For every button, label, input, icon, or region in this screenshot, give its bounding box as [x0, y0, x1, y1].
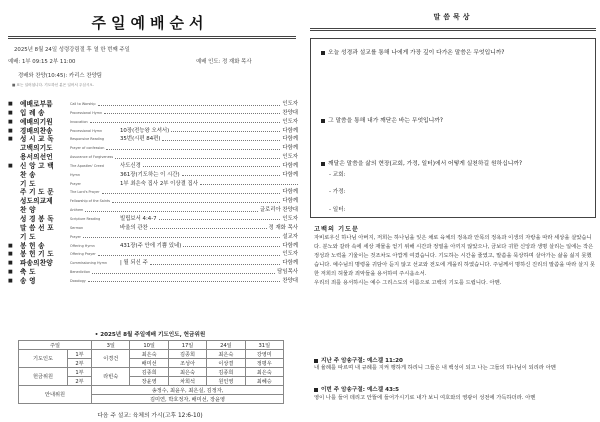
worship-item [8, 268, 298, 277]
item-english: Doxology [70, 278, 86, 283]
item-english: Prayer [70, 234, 81, 239]
leader-dots [200, 184, 298, 185]
item-leader: 담임목사 [277, 269, 298, 276]
service-part: 1부 [68, 350, 92, 359]
meditation-panel [306, 0, 600, 422]
item-english: Benediction [70, 270, 91, 275]
item-name: 예배로부름 [20, 100, 53, 108]
item-english: Scripture Reading [70, 216, 101, 221]
item-content: 빌립보서 4:4-7 [120, 215, 157, 222]
item-leader: 설교자 [282, 233, 298, 240]
standing-mark: ■ [8, 101, 13, 107]
worship-item [8, 118, 298, 127]
leader-dots [98, 105, 280, 106]
item-leader: 다함께 [282, 198, 298, 205]
item-name: 예배의기원 [20, 117, 53, 126]
bullet-icon [314, 359, 318, 363]
standing-mark: ■ [8, 162, 13, 169]
item-english: Offering Hymn [70, 243, 95, 248]
item-name: 성도의교제 [20, 197, 53, 206]
item-english: Hymn [70, 172, 81, 177]
table-row [19, 350, 284, 359]
worship-item [8, 188, 298, 197]
standing-mark: ■ [8, 127, 13, 134]
item-content: 바울의 관찬 [120, 224, 148, 231]
item-english: Processional Hymn [70, 110, 103, 115]
column-header: 24일 [207, 341, 245, 350]
table-cell: 최은숙 [168, 368, 206, 377]
worship-item [8, 171, 298, 180]
duty-schedule-table [18, 340, 284, 404]
item-content: 431장(주 안에 기쁨 있네) [120, 242, 182, 249]
item-leader: 찬양대 [282, 109, 298, 116]
standing-mark: ■ [8, 118, 13, 125]
item-leader: 인도자 [282, 251, 298, 258]
item-name: 말 씀 선 포 [20, 223, 54, 232]
worship-item [8, 135, 298, 144]
item-leader: 다함께 [282, 145, 298, 152]
item-content: 1부 최은숙 집사 2부 이상결 집사 [120, 180, 198, 187]
item-name: 신 앙 고 백 [20, 161, 54, 170]
item-name: 기 도 [20, 232, 36, 241]
item-name: 주 기 도 문 [20, 188, 54, 197]
this-week-verse: 영이 나를 들어 데리고 안뜰에 들어가시기로 내가 보니 여호와의 영광이 성전에 가득하더라. 아멘 [314, 395, 536, 401]
service-part: 2부 [68, 359, 92, 368]
column-header: 주일 [19, 341, 92, 350]
row-group-label: 기도인도 [19, 350, 68, 368]
item-leader: 다함께 [282, 189, 298, 196]
item-name: 파송의찬양 [20, 259, 53, 268]
table-row [19, 368, 284, 377]
standing-mark: ■ [8, 136, 13, 143]
leader-dots [150, 264, 280, 265]
item-name: 찬 송 [20, 170, 36, 179]
worship-item [8, 144, 298, 153]
standing-mark: ■ [8, 269, 13, 276]
answer-work-label: - 일터: [329, 207, 346, 213]
item-english: Prayer [70, 181, 81, 186]
table-cell: 김종희 [130, 368, 168, 377]
meditation-title: 말씀묵상 [433, 12, 473, 21]
item-name: 경배의찬송 [20, 126, 53, 135]
table-header-row [19, 341, 284, 350]
item-english: Assurance of Forgiveness [70, 155, 114, 160]
item-content: | 될 되신 주 [120, 260, 148, 267]
column-header: 10일 [130, 341, 168, 350]
answer-home-label: - 가정: [329, 189, 346, 195]
leader-dots [171, 131, 280, 132]
bullet-icon [321, 119, 325, 123]
item-content: 사도신경 [120, 162, 141, 169]
worship-item [8, 153, 298, 162]
bullet-icon [314, 388, 318, 392]
item-name: 송 영 [20, 276, 36, 285]
standing-mark: ■ [8, 109, 13, 116]
item-leader: 다함께 [282, 136, 298, 143]
item-name: 성 경 봉 독 [20, 214, 54, 223]
item-leader: 인도자 [282, 154, 298, 161]
item-english: Call to Worship [70, 102, 96, 106]
worship-item [8, 259, 298, 268]
service-part: 1부 [68, 368, 92, 377]
leader-dots [112, 202, 280, 203]
prayer-heading: 고백의 기도문 [314, 226, 360, 233]
leader-dots [104, 113, 280, 114]
usher-names: 송정수, 최윤우, 최은실, 김정자, [92, 386, 284, 395]
item-leader: 다함께 [282, 242, 298, 249]
row-group-label: 헌금위원 [19, 368, 68, 386]
this-week-verse-label: 이번 주 암송구절: 예스겔 43:5 [314, 385, 399, 393]
worship-item [8, 233, 298, 242]
item-name: 축 도 [20, 268, 36, 277]
standing-mark: ■ [8, 242, 13, 249]
table-cell: 정평우 [245, 359, 283, 368]
item-name: 용서의선언 [20, 153, 53, 162]
standing-mark: ■ [8, 277, 13, 284]
item-leader: 글로리아 찬양대 [259, 207, 298, 214]
item-leader: 인도자 [282, 101, 298, 107]
meditation-box [310, 38, 596, 218]
worship-item [8, 224, 298, 233]
table-cell: 배미선 [130, 359, 168, 368]
leader-dots [183, 246, 280, 247]
service-times: 예배: 1부 09:15 2부 11:00 [8, 59, 76, 65]
item-name: 성 시 교 독 [20, 135, 54, 144]
table-cell: 최은숙 [245, 368, 283, 377]
table-cell: 강영미 [245, 350, 283, 359]
item-english: Sermon [70, 225, 84, 230]
item-leader: 인도자 [282, 118, 298, 125]
table-cell: 김종희 [168, 350, 206, 359]
item-leader: 다함께 [282, 127, 298, 134]
next-sermon: 다음 주 설교: 육체의 가시(고후 12:6-10) [97, 413, 203, 419]
praise-team-line: 경배와 찬양(10:45): 카리스 찬양팀 [18, 73, 102, 79]
item-english: The Apostles' Creed [70, 163, 104, 168]
bullet-icon [321, 51, 325, 55]
leader-dots [182, 175, 280, 176]
item-english: Processional Hymn [70, 128, 103, 133]
table-cell: 차희석 [168, 377, 206, 386]
worship-item [8, 197, 298, 206]
worship-item [8, 250, 298, 259]
service-part: 2부 [68, 377, 92, 386]
standing-note: ■ 표는 일어섭니다. 기도하신 분은 일어서 주십시오. [12, 83, 94, 87]
item-english: Fellowship of the Saints [70, 199, 111, 204]
leader-dots [143, 166, 280, 167]
leader-dots [159, 219, 280, 220]
worship-item [8, 109, 298, 118]
item-english: Prayer of confession [70, 146, 105, 151]
question-2: 그 말씀을 통해 내가 깨닫은 바는 무엇입니까? [321, 115, 443, 124]
leader-dots [115, 158, 280, 159]
divider [8, 38, 296, 39]
standing-mark: ■ [8, 251, 13, 258]
leader-dots [102, 193, 280, 194]
item-leader: 인도자 [282, 215, 298, 222]
leader-dots [90, 122, 280, 123]
item-leader: 다함께 [282, 162, 298, 169]
item-name: 입 례 송 [20, 108, 45, 117]
table-cell: 최은숙 [207, 350, 245, 359]
item-english: Invocation [70, 119, 88, 124]
worship-item [8, 206, 298, 215]
table-cell: 최은숙 [130, 350, 168, 359]
table-cell: 라빈숙 [92, 368, 130, 386]
item-name: 고백의기도 [20, 144, 53, 153]
table-cell: 원인영 [207, 377, 245, 386]
item-content: 361장(기도하는 이 시간) [120, 171, 180, 178]
leader-dots [98, 255, 280, 256]
bullet-icon [321, 162, 325, 166]
item-content: 10장(전능왕 오셔서) [120, 127, 170, 134]
confession-prayer: 자비로우신 하나님 아버지, 저희는 하나님을 잊은 채로 육체의 정욕과 안목의 정욕과 이생의 자랑을 따라 세상을 살았습니다. 분노와 갈라 속에 세상 재물을 얻기 위해 시간과 정열을 아끼지 않았으나, 금보다 귀한 신앙과 생명 살리는 일에는 작은 정성과 노력을 기울이는 것조차도 아깝게 여겼습니다. 기도하는 시간을 줄였고, 말씀을 묵상하며 살아가는 삶을 싫지 못했습니다. 예수님의 명령을 귀담아 듣지 않고 선교와 전도에 게을리 하였습니다. 주님께서 명하신 진리의 말씀을 따라 살지 못한 저희의 허물과 죄악들을 용서하여 주시옵소서. 우리의 죄를 용서하시는 예수 그리스도의 이름으로 고백의 기도를 드립니다. 아멘. [314, 235, 596, 287]
table-cell: 조성아 [168, 359, 206, 368]
leader-dots [162, 140, 280, 141]
column-header: 3일 [92, 341, 130, 350]
worship-item [8, 162, 298, 171]
worship-item [8, 277, 298, 286]
table-cell: 이상결 [207, 359, 245, 368]
divider [310, 30, 596, 31]
schedule-title: • 2025년 8월 주일예배 기도인도, 헌금위원 [94, 332, 206, 338]
leader-dots [83, 237, 280, 238]
item-leader: 다함께 [282, 260, 298, 267]
leader-dots [106, 149, 280, 150]
worship-item [8, 100, 298, 109]
item-content: 35번(시편 84편) [120, 136, 161, 143]
item-english: Anthem [70, 208, 84, 213]
item-english: Offering Prayer [70, 252, 96, 257]
answer-church-label: - 교회: [329, 172, 346, 178]
page-title: 주일예배순서 [91, 14, 209, 32]
worship-item [8, 215, 298, 224]
worship-sequence [8, 100, 298, 286]
table-row [19, 386, 284, 395]
question-3: 깨달은 말씀을 삶의 현장(교회, 가정, 일터)에서 어떻게 실천하길 원하십니까? [321, 158, 522, 167]
leader-dots [150, 228, 267, 229]
question-1: 오늘 성경과 설교를 통해 나에게 가장 깊이 다가온 말씀은 무엇입니까? [321, 47, 504, 56]
item-name: 봉 헌 기 도 [20, 250, 54, 259]
table-cell: 김종희 [207, 368, 245, 377]
leader-dots [92, 273, 275, 274]
item-name: 기 도 [20, 179, 36, 188]
item-leader: 다함께 [282, 171, 298, 178]
last-week-verse-label: 지난 주 암송구절: 예스겔 11:20 [314, 356, 403, 364]
service-date: 2025년 8월 24일 성령강림절 후 열 한 번째 주일 [14, 47, 130, 53]
item-leader: 정 재화 목사 [268, 224, 298, 231]
column-header: 17일 [168, 341, 206, 350]
standing-mark: ■ [8, 260, 13, 267]
last-week-verse: 내 율례를 따르며 내 규례를 지켜 행하게 하리니 그들은 내 백성이 되고 나는 그들의 하나님이 되리라 아멘 [314, 365, 556, 371]
item-english: Responsive Reading [70, 137, 105, 142]
item-english: The Lord's Prayer [70, 190, 100, 195]
table-cell: 최혜승 [245, 377, 283, 386]
table-cell: 이경건 [92, 350, 130, 368]
item-english: Commissioning Hymn [70, 261, 108, 266]
service-leader: 예배 인도: 정 재화 목사 [196, 59, 252, 65]
divider [8, 36, 296, 37]
row-group-label: 안내위원 [19, 386, 92, 404]
divider [310, 28, 596, 29]
leader-dots [85, 211, 258, 212]
item-leader: 찬양대 [282, 277, 298, 284]
table-cell: 장윤영 [130, 377, 168, 386]
usher-names: 김미연, 박호정자, 배미선, 장윤영 [92, 395, 284, 404]
leader-dots [88, 281, 280, 282]
item-name: 봉 헌 송 [20, 241, 45, 250]
column-header: 31일 [245, 341, 283, 350]
item-name: 찬 양 [20, 206, 36, 215]
